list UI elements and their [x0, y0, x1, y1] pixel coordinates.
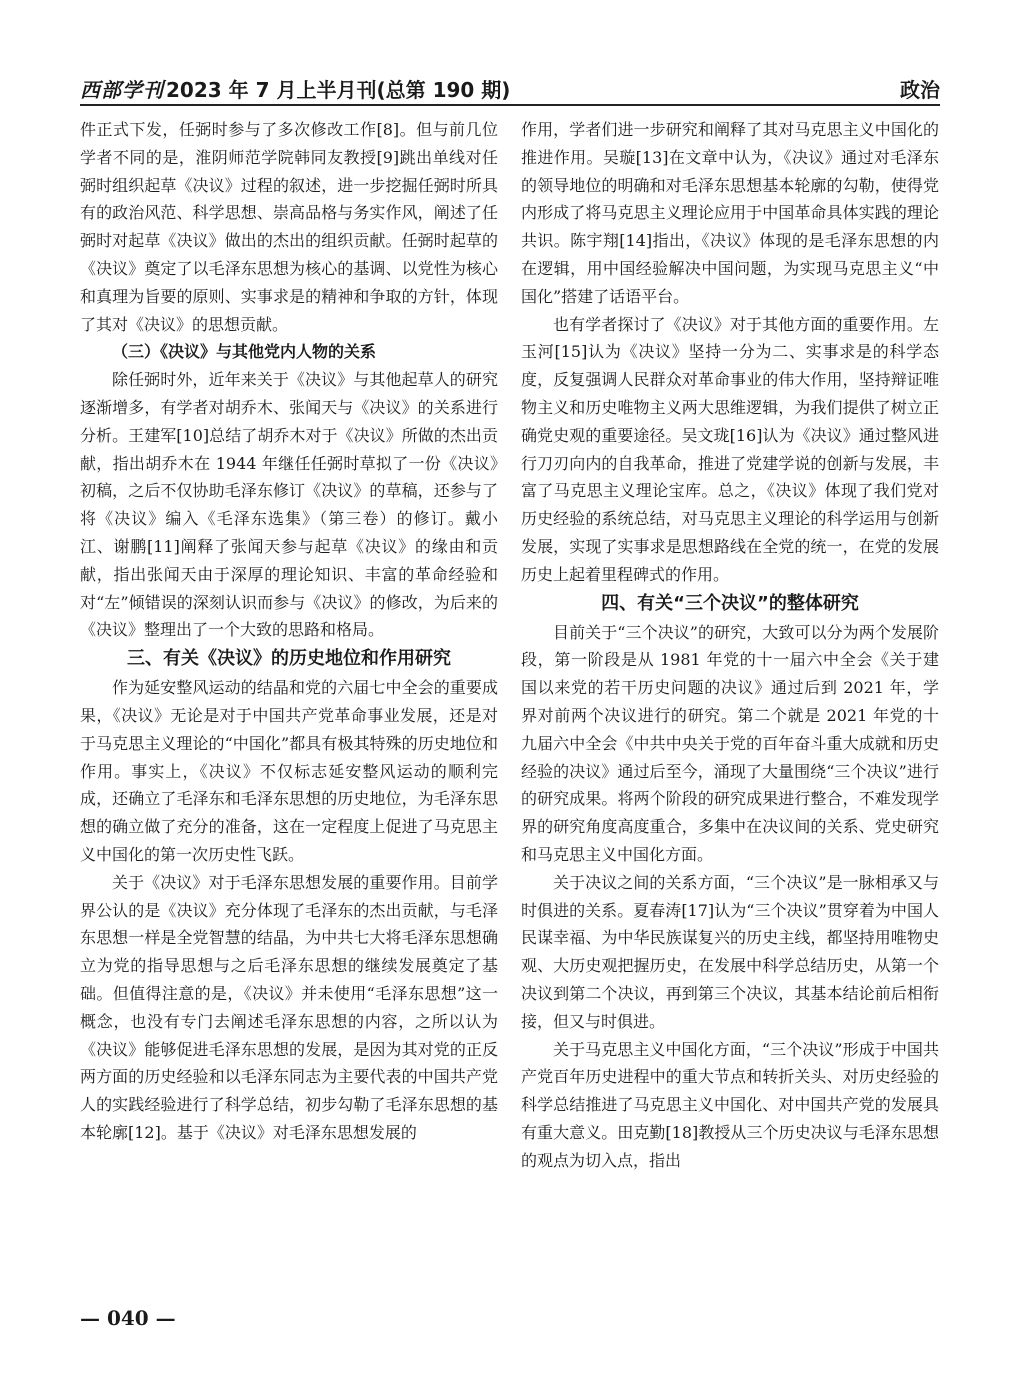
journal-issue — [80, 74, 510, 103]
section-heading: 三、有关《决议》的历史地位和作用研究 — [127, 648, 451, 670]
running-header — [80, 70, 940, 104]
journal-logo: 西部学刊 — [80, 78, 164, 102]
paragraph: 作用，学者们进一步研究和阐释了其对马克思主义中国化的推进作用。吴璇[13]在文章中认为，《决议》通过对毛泽东的领导地位的明确和对毛泽东思想基本轮廓的勾勒，使得党内形成了将马克思主义理论应用于中国革命具体实践的理论共识。陈宇翔[14]指出，《决议》体现的是毛泽东思想的内在逻辑，用中国经验解决中国问题，为实现马克思主义“中国化”搭建了话语平台。 — [521, 120, 939, 306]
paragraph: 除任弼时外，近年来关于《决议》与其他起草人的研究逐渐增多，有学者对胡乔木、张闻天与《决议》的关系进行分析。王建军[10]总结了胡乔木对于《决议》所做的杰出贡献，指出胡乔木在 1944 年继任任弼时草拟了一份《决议》初稿，之后不仅协助毛泽东修订《决议》的草稿，还参与了将《决议》编入《毛泽东选集》（第三卷）的修订。戴小江、谢鹏[11]阐释了张闻天参与起草《决议》的缘由和贡献，指出张闻天由于深厚的理论知识、丰富的革命经验和对“左”倾错误的深刻认识而参与《决议》的修改，为后来的《决议》整理出了一个大致的思路和格局。 — [80, 370, 498, 640]
issue-label: 2023 年 7 月上半月刊(总第 190 期) — [166, 78, 511, 102]
section-label: 政治 — [900, 78, 940, 102]
left-column — [80, 116, 498, 1147]
header-rule — [80, 104, 940, 106]
subsection-heading: （三）《决议》与其他党内人物的关系 — [112, 342, 377, 362]
paragraph: 作为延安整风运动的结晶和党的六届七中全会的重要成果，《决议》无论是对于中国共产党革命事业发展，还是对于马克思主义理论的“中国化”都具有极其特殊的历史地位和作用。事实上，《决议》不仅标志延安整风运动的顺利完成，还确立了毛泽东和毛泽东思想的历史地位，为毛泽东思想的确立做了充分的准备，这在一定程度上促进了马克思主义中国化的第一次历史性飞跃。 — [80, 678, 498, 864]
paragraph: 关于决议之间的关系方面，“三个决议”是一脉相承又与时俱进的关系。夏春涛[17]认为“三个决议”贯穿着为中国人民谋幸福、为中华民族谋复兴的历史主线，都坚持用唯物史观、大历史观把握历史，在发展中科学总结历史，从第一个决议到第二个决议，再到第三个决议，其基本结论前后相衔接，但又与时俱进。 — [521, 872, 939, 1031]
paragraph: 目前关于“三个决议”的研究，大致可以分为两个发展阶段，第一阶段是从 1981 年党的十一届六中全会《关于建国以来党的若干历史问题的决议》通过后到 2021 年，学界对前两个决议进行的研究。第二个就是 2021 年党的十九届六中全会《中共中央关于党的百年奋斗重大成就和历史经验的决议》通过后至今，涌现了大量围绕“三个决议”进行的研究成果。将两个阶段的研究成果进行整合，不难发现学界的研究角度高度重合，多集中在决议间的关系、党史研究和马克思主义中国化方面。 — [521, 622, 939, 864]
section-heading: 四、有关“三个决议”的整体研究 — [601, 592, 859, 614]
paragraph: 件正式下发，任弼时参与了多次修改工作[8]。但与前几位学者不同的是，淮阴师范学院韩同友教授[9]跳出单线对任弼时组织起草《决议》过程的叙述，进一步挖掘任弼时所具有的政治风范、科学思想、崇高品格与务实作风，阐述了任弼时对起草《决议》做出的杰出的组织贡献。任弼时起草的《决议》奠定了以毛泽东思想为核心的基调、以党性为核心和真理为旨要的原则、实事求是的精神和争取的方针，体现了其对《决议》的思想贡献。 — [80, 120, 498, 334]
page-number: — 040 — — [80, 1306, 176, 1330]
paragraph: 也有学者探讨了《决议》对于其他方面的重要作用。左玉河[15]认为《决议》坚持一分为二、实事求是的科学态度，反复强调人民群众对革命事业的伟大作用，坚持辩证唯物主义和历史唯物主义两大思维逻辑，为我们提供了树立正确党史观的重要途径。吴文珑[16]认为《决议》通过整风进行刀刃向内的自我革命，推进了党建学说的创新与发展，丰富了马克思主义理论宝库。总之，《决议》体现了我们党对历史经验的系统总结，对马克思主义理论的科学运用与创新发展，实现了实事求是思想路线在全党的统一，在党的发展历史上起着里程碑式的作用。 — [521, 314, 939, 584]
paragraph: 关于《决议》对于毛泽东思想发展的重要作用。目前学界公认的是《决议》充分体现了毛泽东的杰出贡献，与毛泽东思想一样是全党智慧的结晶，为中共七大将毛泽东思想确立为党的指导思想与之后毛泽东思想的继续发展奠定了基础。但值得注意的是，《决议》并未使用“毛泽东思想”这一概念，也没有专门去阐述毛泽东思想的内容，之所以认为《决议》能够促进毛泽东思想的发展，是因为其对党的正反两方面的历史经验和以毛泽东同志为主要代表的中国共产党人的实践经验进行了科学总结，初步勾勒了毛泽东思想的基本轮廓[12]。基于《决议》对毛泽东思想发展的 — [80, 872, 498, 1142]
right-column — [521, 116, 939, 1174]
paragraph: 关于马克思主义中国化方面，“三个决议”形成于中国共产党百年历史进程中的重大节点和转折关头、对历史经验的科学总结推进了马克思主义中国化、对中国共产党的发展具有重大意义。田克勤[18]教授从三个历史决议与毛泽东思想的观点为切入点，指出 — [521, 1039, 939, 1170]
